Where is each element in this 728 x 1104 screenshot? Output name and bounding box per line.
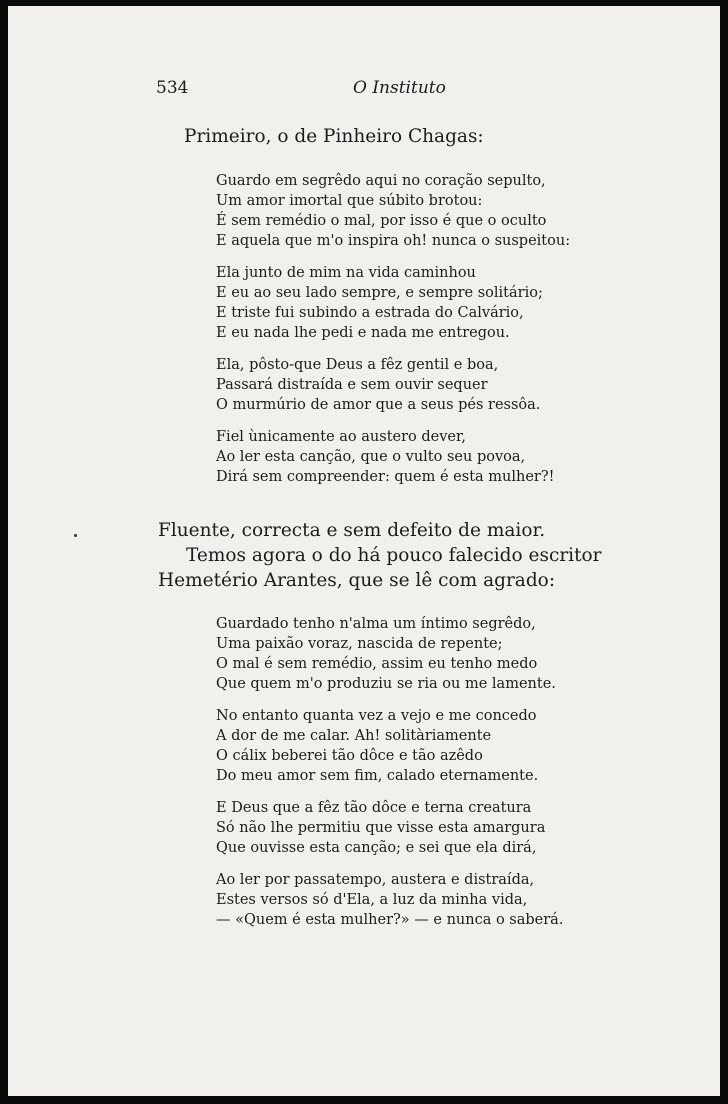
verse-line: Dirá sem compreender: quem é esta mulher?! bbox=[216, 469, 555, 485]
verse-line: Ela junto de mim na vida caminhou bbox=[216, 265, 476, 281]
verse-line: O murmúrio de amor que a seus pés ressôa. bbox=[216, 397, 541, 413]
page-speck bbox=[74, 534, 77, 537]
verse-line: Estes versos só d'Ela, a luz da minha vida, bbox=[216, 892, 528, 908]
verse-line: E eu nada lhe pedi e nada me entregou. bbox=[216, 325, 510, 341]
poem-1 bbox=[216, 171, 576, 499]
intro-paragraph-2: Temos agora o do há pouco falecido escritor Hemetério Arantes, que se lê com agrado: bbox=[158, 545, 602, 591]
verse-line: Ela, pôsto-que Deus a fêz gentil e boa, bbox=[216, 357, 499, 373]
verse-line: E Deus que a fêz tão dôce e terna creatura bbox=[216, 800, 532, 816]
commentary-text: Fluente, correcta e sem defeito de maior. bbox=[158, 520, 546, 541]
poem-2-stanza bbox=[216, 798, 576, 858]
verse-line: Guardo em segrêdo aqui no coração sepulto, bbox=[216, 173, 546, 189]
page-number: 534 bbox=[156, 78, 189, 98]
verse-line: — «Quem é esta mulher?» — e nunca o saberá. bbox=[216, 912, 564, 928]
verse-line: Que ouvisse esta canção; e sei que ela dirá, bbox=[216, 840, 537, 856]
verse-line: Guardado tenho n'alma um íntimo segrêdo, bbox=[216, 616, 536, 632]
verse-line: Fiel ùnicamente ao austero dever, bbox=[216, 429, 466, 445]
verse-line: E triste fui subindo a estrada do Calvário, bbox=[216, 305, 524, 321]
poem-2-stanza bbox=[216, 870, 576, 930]
book-page bbox=[8, 6, 720, 1096]
poem-1-stanza bbox=[216, 263, 576, 343]
poem-2-stanza bbox=[216, 706, 576, 786]
verse-line: Passará distraída e sem ouvir sequer bbox=[216, 377, 488, 393]
running-title: O Instituto bbox=[353, 78, 446, 98]
poem-2 bbox=[216, 614, 576, 942]
verse-line: No entanto quanta vez a vejo e me concedo bbox=[216, 708, 537, 724]
page-header bbox=[8, 78, 720, 102]
verse-line: Que quem m'o produziu se ria ou me lamente. bbox=[216, 676, 556, 692]
verse-line: O cálix beberei tão dôce e tão azêdo bbox=[216, 748, 483, 764]
verse-line: Do meu amor sem fim, calado eternamente. bbox=[216, 768, 539, 784]
intro-paragraph-1: Primeiro, o de Pinheiro Chagas: bbox=[184, 126, 484, 147]
verse-line: E aquela que m'o inspira oh! nunca o suspeitou: bbox=[216, 233, 571, 249]
verse-line: Um amor imortal que súbito brotou: bbox=[216, 193, 483, 209]
verse-line: A dor de me calar. Ah! solitàriamente bbox=[216, 728, 492, 744]
verse-line: Ao ler esta canção, que o vulto seu povoa, bbox=[216, 449, 526, 465]
verse-line: O mal é sem remédio, assim eu tenho medo bbox=[216, 656, 538, 672]
verse-line: Ao ler por passatempo, austera e distraída, bbox=[216, 872, 535, 888]
poem-1-stanza bbox=[216, 171, 576, 251]
verse-line: É sem remédio o mal, por isso é que o oculto bbox=[216, 213, 547, 229]
poem-1-stanza bbox=[216, 427, 576, 487]
commentary-block bbox=[158, 518, 628, 593]
verse-line: E eu ao seu lado sempre, e sempre solitário; bbox=[216, 285, 543, 301]
poem-1-stanza bbox=[216, 355, 576, 415]
poem-2-stanza bbox=[216, 614, 576, 694]
verse-line: Uma paixão voraz, nascida de repente; bbox=[216, 636, 503, 652]
verse-line: Só não lhe permitiu que visse esta amargura bbox=[216, 820, 546, 836]
